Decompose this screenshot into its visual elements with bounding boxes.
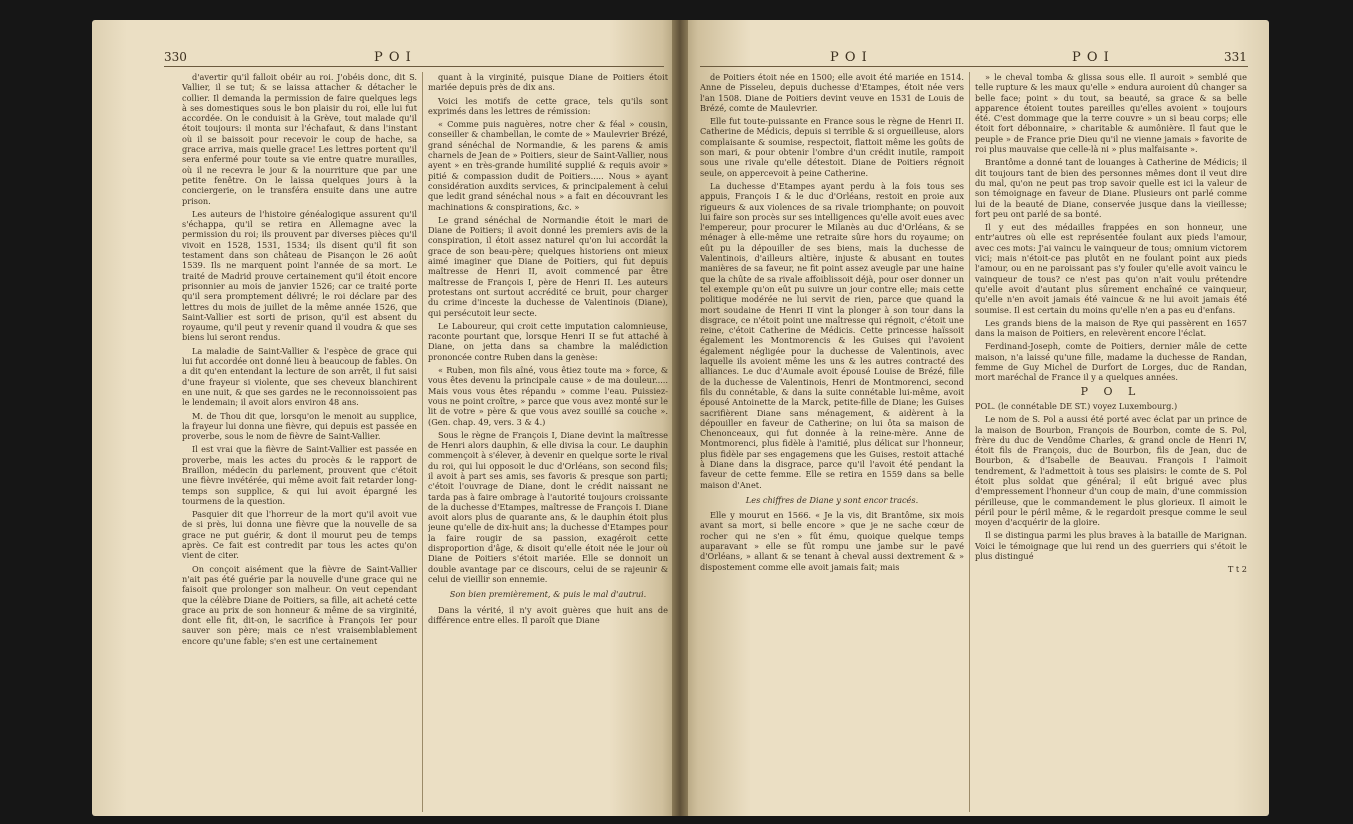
right-running-head-1: P O I <box>830 50 868 65</box>
left-column-divider <box>422 72 423 812</box>
paragraph: d'avertir qu'il falloit obéir au roi. J'obéis donc, dit S. Vallier, il se tut; & se laissa attacher & détacher le collier. Il demanda la permission de faire quelques legs à ses domestiques sous le bon plaisir du roi, elle lui fut accordée. On le conduisit à la Grève, tout malade qu'il étoit toujours: il monta sur l'échafaut, & dans l'instant où il se baissoit pour recevoir le coup de hache, sa grace arriva, mais quelle grace! Les lettres portent qu'il sera enfermé pour toute sa vie entre quatre murailles, où il ne recevra le jour & la nourriture que par une petite fenêtre. On le laissa quelques jours à la conciergerie, on le transféra ensuite dans une autre prison. <box>182 72 417 206</box>
paragraph: M. de Thou dit que, lorsqu'on le menoit au supplice, la frayeur lui donna une fièvre, qui depuis est passée en proverbe, sous le nom de fièvre de Saint-Vallier. <box>182 410 417 442</box>
left-column-1 <box>182 72 417 816</box>
paragraph: « Ruben, mon fils aîné, vous êtiez toute ma » force, & vous êtes devenu la principale cause » de ma douleur..... Mais vous vous êtes répandu » comme l'eau. Puissiez-vous ne point croître, » parce que vous avez monté sur le lit de votre » père & que vous avez souillé sa couche ». (Gen. chap. 49, vers. 3 & 4.) <box>428 365 668 427</box>
paragraph: quant à la virginité, puisque Diane de Poitiers étoit mariée depuis près de dix ans. <box>428 72 668 93</box>
paragraph: Ferdinand-Joseph, comte de Poitiers, dernier mâle de cette maison, n'a laissé qu'une fille, madame la duchesse de Randan, femme de Guy Michel de Durfort de Lorges, duc de Randan, mort maréchal de France il y a quelques années. <box>975 341 1247 383</box>
paragraph: La maladie de Saint-Vallier & l'espèce de grace qui lui fut accordée ont donné lieu à beaucoup de fables. On a dit qu'en entendant la lecture de son arrêt, il fut saisi d'une frayeur si violente, que ses cheveux blanchirent en une nuit, & que ses gardes ne le reconnoissoient pas le lendemain; il avoit alors environ 48 ans. <box>182 345 417 408</box>
left-page <box>92 20 680 816</box>
right-header-rule <box>700 66 1248 67</box>
paragraph: La duchesse d'Etampes ayant perdu à la fois tous ses appuis, François I & le duc d'Orléans, restoit en proie aux rigueurs & aux violences de sa rivale triomphante; on pouvoit lui faire son procès sur ses intelligences qu'elle avoit eues avec l'empereur, pour procurer le Milanès au duc d'Orléans, & se ménager à elle-même une retraite sûre hors du royaume; on eût pu la dépouiller de ses biens, mais la duchesse de Valentinois, d'ailleurs altière, injuste & abusant en toutes manières de sa faveur, ne fit point assez aveugle par une haine que la chûte de sa rivale affoiblissoit déjà, pour oser donner un tel exemple qu'on eût pu suivre un jour contre elle; mais cette politique modérée ne lui servit de rien, parce que quand la mort soudaine de Henri II vint la plonger à son tour dans la disgrace, ce n'étoit point une maîtresse qui régnoit, c'étoit une reine, c'étoit Catherine de Médicis. Cette princesse haïssoit également les Montmorencis & les Guises qui l'avoient également négligée pour la duchesse de Valentinois, avec laquelle ils avoient même les uns & les autres contracté des alliances. Le duc d'Aumale avoit épousé Louise de Brézé, fille de la duchesse de Valentinois, Henri de Montmorenci, second fils du connétable, & dans la suite connétable lui-même, avoit épousé Antoinette de la Marck, petite-fille de Diane; les Guises sacrifièrent Diane sans ménagement, & aidèrent à la dépouiller en faveur de Catherine; on lui ôta sa maison de Chenonceaux, qui fut donnée à la reine-mère. Anne de Montmorenci, plus fidèle à l'amitié, plus délicat sur l'honneur, plus fidèle par ses engagemens que les Guises, restoit attaché à Diane dans la disgrace, parce qu'il l'avoit été pendant la faveur de cette femme. Elle se retira en 1559 dans sa belle maison d'Anet. <box>700 180 964 490</box>
paragraph: de Poitiers étoit née en 1500; elle avoit été mariée en 1514. Anne de Pisseleu, depuis duchesse d'Etampes, étoit née vers l'an 1508. Diane de Poitiers devint veuve en 1531 de Louis de Brézé, comte de Maulevrier. <box>700 72 964 113</box>
left-page-number: 330 <box>164 50 187 64</box>
right-page <box>680 20 1269 816</box>
paragraph: » le cheval tomba & glissa sous elle. Il auroit » semblé que telle rupture & les maux qu'elle » endura auroient dû changer sa belle face; point » du tout, sa beauté, sa grace & sa belle apparence étoient toutes pareilles qu'elles avoient » toujours été. C'est dommage que la terre couvre » un si beau corps; elle étoit fort débonnaire, » charitable & aumônière. Il faut que le peuple » de France prie Dieu qu'il ne vienne jamais » favorite de roi plus mauvaise que celle-là ni » plus malfaisante ». <box>975 72 1247 155</box>
paragraph: Le Laboureur, qui croit cette imputation calomnieuse, raconte pourtant que, lorsque Henri II se fut attaché à Diane, on jetta dans sa chambre la malédiction prononcée contre Ruben dans la genèse: <box>428 320 668 362</box>
paragraph: Il est vrai que la fièvre de Saint-Vallier est passée en proverbe, mais les actes du procès & le rapport de Braillon, médecin du parlement, prouvent que c'étoit une fièvre invétérée, qui même avoit fait retarder long-temps son supplice, & qui lui avoit épargné les tourmens de la question. <box>182 444 417 506</box>
paragraph: Les grands biens de la maison de Rye qui passèrent en 1657 dans la maison de Poitiers, en relevèrent encore l'éclat. <box>975 317 1247 339</box>
paragraph: Elle fut toute-puissante en France sous le règne de Henri II. Catherine de Médicis, depuis si terrible & si orgueilleuse, alors complaisante & soumise, respectoit, flattoit même les goûts de son mari, & pour obtenir l'ombre d'un crédit inutile, rampoit sous une rivale qu'elle détestoit. Diane de Poitiers régnoit seule, on appercevoit à peine Catherine. <box>700 116 964 178</box>
paragraph: Sous le règne de François I, Diane devint la maîtresse de Henri alors dauphin, & elle divisa la cour. Le dauphin commençoit à s'élever, à devenir en quelque sorte le rival du roi, qui lui opposoit le duc d'Orléans, son second fils; il avoit à part ses amis, ses favoris & presque son parti; c'étoit l'ouvrage de Diane, dont le crédit naissant ne tarda pas à faire ombrage à l'autorité toujours croissante de la duchesse d'Etampes, maîtresse de François I. Diane avoit alors plus de quarante ans, & le dauphin étoit plus jeune qu'elle de dix-huit ans; la duchesse d'Etampes pour la faire rougir de sa passion, exagéroit cette disproportion d'âge, & disoit qu'elle étoit née le jour où Diane de Poitiers s'étoit mariée. Elle se donnoit un double avantage par ce discours, celui de se rajeunir & celui de vieillir son ennemie. <box>428 429 668 584</box>
right-running-head-2: P O I <box>1072 50 1110 65</box>
paragraph: Voici les motifs de cette grace, tels qu'ils sont exprimés dans les lettres de rémission: <box>428 95 668 116</box>
left-header-rule <box>164 66 664 67</box>
paragraph: « Comme puis naguères, notre cher & féal » cousin, conseiller & chambellan, le comte de » Maulevrier Brézé, grand sénéchal de Normandie, & les parens & amis charnels de Jean de » Poitiers, sieur de Saint-Vallier, nous ayent » en très-grande humilité supplié & requis avoir » pitié & compassion dudit de Poitiers..... Nous » ayant considération auxdits services, & principalement à celui que ledit grand sénéchal nous » a fait en découvrant les machinations & conspirations, &c. » <box>428 119 668 212</box>
book-gutter <box>672 20 688 816</box>
paragraph: Dans la vérité, il n'y avoit guères que huit ans de différence entre elles. Il paroît que Diane <box>428 604 668 625</box>
right-column-1 <box>700 72 964 816</box>
paragraph: Il se distingua parmi les plus braves à la bataille de Marignan. Voici le témoignage que lui rend un des guerriers qui s'étoit le plus distingué <box>975 530 1247 562</box>
paragraph: Le nom de S. Pol a aussi été porté avec éclat par un prince de la maison de Bourbon, François de Bourbon, comte de S. Pol, frère du duc de Vendôme Charles, & grand oncle de Henri IV, étoit fils de François, duc de Bourbon, fils de Jean, duc de Bourbon, & d'Isabelle de Beauvau. François I l'aimoit tendrement, & l'admettoit à tous ses plaisirs: le comte de S. Pol étoit plus soldat que général; il eût brigué avec plus d'empressement l'honneur d'un coup de main, d'une commission périlleuse, que le commandement le plus glorieux. Il aimoit le péril pour le péril même, & le regardoit presque comme le seul moyen d'acquérir de la gloire. <box>975 414 1247 528</box>
paragraph: Elle y mourut en 1566. « Je la vis, dit Brantôme, six mois avant sa mort, si belle encore » que je ne sache cœur de rocher qui ne s'en » fût ému, quoique quelque temps auparavant » elle se fût rompu une jambe sur le pavé d'Orléans, » allant & se tenant à cheval aussi dextrement & » dispostement comme elle avoit jamais fait; mais <box>700 510 964 572</box>
right-column-2 <box>975 72 1247 816</box>
paragraph: Brantôme a donné tant de louanges à Catherine de Médicis; il dit toujours tant de bien des personnes mêmes dont il veut dire du mal, qu'on ne peut pas trop savoir quelle est ici la valeur de son témoignage en faveur de Diane. Plusieurs ont parlé comme lui de la beauté de Diane, conservée jusque dans la vieillesse; fort peu ont parlé de sa bonté. <box>975 157 1247 219</box>
paragraph: On conçoit aisément que la fièvre de Saint-Vallier n'ait pas été guérie par la nouvelle d'une grace qui ne faisoit que prolonger son malheur. On veut cependant que la célèbre Diane de Poitiers, sa fille, ait acheté cette grace au prix de son honneur & même de sa virginité, dont elle fit, dit-on, le sacrifice à François Ier pour sauver son père; mais ce n'est vraisemblablement encore qu'une fable; s'en est une certainement <box>182 563 417 646</box>
paragraph: Son bien premièrement, & puis le mal d'autrui. <box>449 589 647 600</box>
paragraph: POL. (le connétable DE ST.) voyez Luxembourg.) <box>975 400 1178 411</box>
paragraph: Les auteurs de l'histoire généalogique assurent qu'il s'échappa, qu'il se retira en Allemagne avec la permission du roi; ils prouvent par diverses pièces qu'il vivoit en 1528, 1531, 1534; ils disent qu'il fit son testament dans son château de Pisançon le 26 août 1539. Ils ne marquent point l'année de sa mort. Le traité de Madrid prouve certainement qu'il étoit encore prisonnier au mois de janvier 1526; car ce traité porte qu'il sera promptement délivré; le roi déclare par des lettres du mois de juillet de la même année 1526, que Saint-Vallier est sorti de prison, qu'il est absent du royaume, qu'il peut y revenir quand il voudra & que ses biens lui seront rendus. <box>182 208 417 343</box>
signature-mark: T t 2 <box>1227 564 1247 575</box>
paragraph: Les chiffres de Diane y sont encor tracés. <box>745 494 919 505</box>
left-running-head: P O I <box>374 50 412 65</box>
paragraph: Il y eut des médailles frappées en son honneur, une entr'autres où elle est représentée foulant aux pieds l'amour, avec ces mots: J'ai vaincu le vainqueur de tous; omnium victorem vici; mais n'étoit-ce pas plutôt en ne foulant point aux pieds l'amour, ou en ne paroissant pas s'y fouler qu'elle avoit vaincu le vainqueur de tous? ce n'est pas qu'on n'ait voulu prétendre qu'elle avoit d'autant plus sûrement enchaîné ce vainqueur, qu'elle n'en avoit jamais été vaincue & ne lui avoit jamais été soumise. Il est certain du moins qu'elle n'en a pas eu d'enfans. <box>975 222 1247 315</box>
right-page-number: 331 <box>1224 50 1247 64</box>
right-column-divider <box>969 72 970 812</box>
paragraph: Pasquier dit que l'horreur de la mort qu'il avoit vue de si près, lui donna une fièvre que la nouvelle de sa grace ne put guérir, & dont il mourut peu de temps après. Ce fait est contredit par tous les actes qu'on vient de citer. <box>182 509 417 561</box>
paragraph: P O L <box>1080 384 1142 398</box>
paragraph: Le grand sénéchal de Normandie étoit le mari de Diane de Poitiers; il avoit donné les premiers avis de la conspiration, il étoit assez naturel qu'on lui accordât la grace de son beau-père; quelques historiens ont mieux aimé imaginer que Diane de Poitiers, qui fut depuis maîtresse de Henri II, avoit commencé par être maîtresse de François I, père de Henri II. Les auteurs protestans ont surtout accrédité ce bruit, pour charger du crime d'inceste la duchesse de Valentinois (Diane), qui persécutoit leur secte. <box>428 214 668 318</box>
left-column-2 <box>428 72 668 816</box>
